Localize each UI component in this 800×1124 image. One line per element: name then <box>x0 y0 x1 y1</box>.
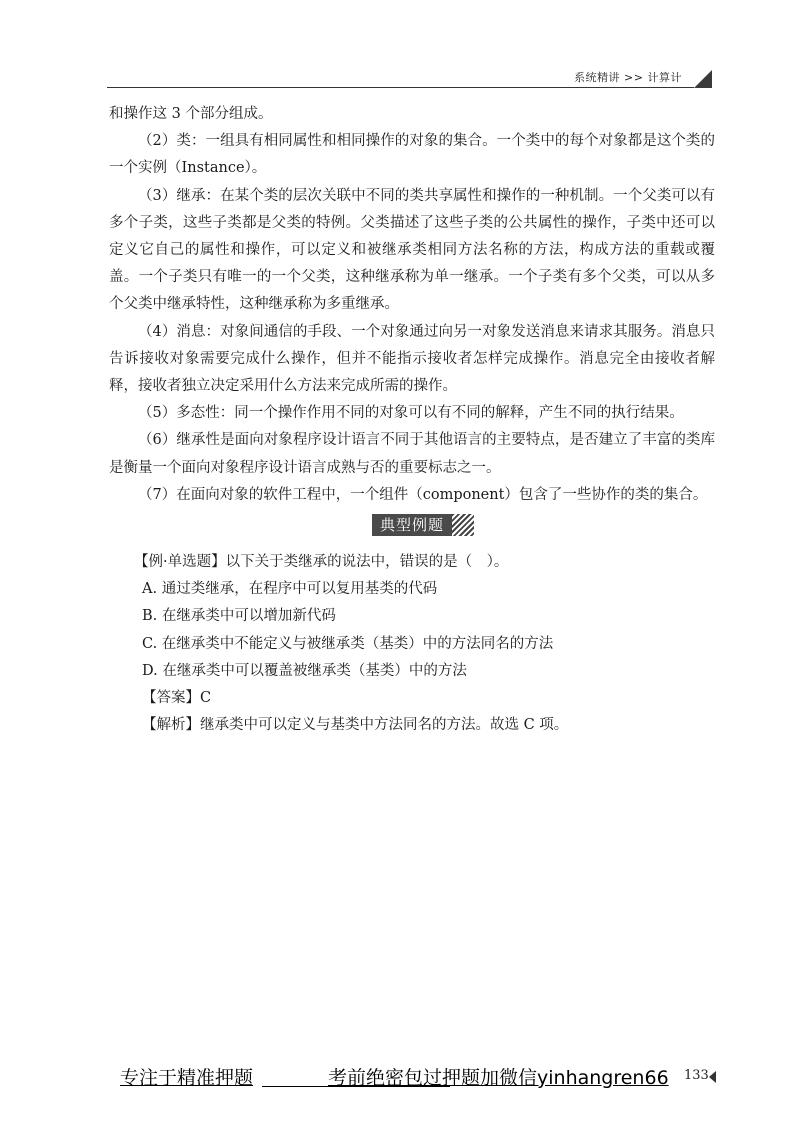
option-c: C. 在继承类中不能定义与被继承类（基类）中的方法同名的方法 <box>142 635 554 652</box>
page-body <box>109 101 715 739</box>
header-section-label: 系统精讲 >> 计算计 <box>574 71 682 84</box>
page-header <box>107 66 712 88</box>
option-d: D. 在继承类中可以覆盖被继承类（基类）中的方法 <box>142 662 467 679</box>
paragraph-continuation: 和操作这 3 个部分组成。 <box>109 106 273 122</box>
paragraph-class: （2）类：一组具有相同属性和相同操作的对象的集合。一个类中的每个对象都是这个类的一个实例（Instance）。 <box>109 133 715 177</box>
paragraph-component: （7）在面向对象的软件工程中，一个组件（component）包含了一些协作的类的集合。 <box>138 486 708 503</box>
paragraph-inheritance-feature: （6）继承性是面向对象程序设计语言不同于其他语言的主要特点，是否建立了丰富的类库是衡量一个面向对象程序设计语言成熟与否的重要标志之一。 <box>109 432 715 476</box>
page-number: 133 <box>684 1068 709 1083</box>
page-number-triangle-icon <box>709 1071 716 1083</box>
paragraph-inheritance: （3）继承：在某个类的层次关联中不同的类共享属性和操作的一种机制。一个父类可以有多个子类，这些子类都是父类的特例。父类描述了这些子类的公共属性的操作，子类中还可以定义它自己的属性和操作，可以定义和被继承类相同方法名称的方法，构成方法的重载或覆盖。一个子类只有唯一的一个父类，这种继承称为单一继承。一个子类有多个父类，可以从多个父类中继承特性，这种继承称为多重继承。 <box>109 187 715 313</box>
footer-slogan: 专注于精准押题 <box>120 1067 254 1089</box>
paragraph-message: （4）消息：对象间通信的手段、一个对象通过向另一对象发送消息来请求其服务。消息只告诉接收对象需要完成什么操作，但并不能指示接收者怎样完成操作。消息完全由接收者解释，接收者独立决定采用什么方法来完成所需的操作。 <box>109 323 715 395</box>
header-rule <box>107 87 694 88</box>
section-heading <box>109 513 715 539</box>
page-footer <box>120 1063 720 1093</box>
option-b: B. 在继承类中可以增加新代码 <box>142 608 336 625</box>
footer-promo: 考前绝密包过押题加微信yinhangren66 <box>328 1067 669 1089</box>
option-a: A. 通过类继承，在程序中可以复用基类的代码 <box>142 581 438 598</box>
section-title-typical-examples: 典型例题 <box>372 514 452 536</box>
analysis-line: 【解析】继承类中可以定义与基类中方法同名的方法。故选 C 项。 <box>142 717 569 734</box>
paragraph-polymorphism: （5）多态性：同一个操作作用不同的对象可以有不同的解释，产生不同的执行结果。 <box>138 405 684 422</box>
answer-line: 【答案】C <box>142 690 212 707</box>
header-corner-triangle <box>694 70 712 88</box>
question-stem: 【例·单选题】以下关于类继承的说法中，错误的是（ ）。 <box>134 554 509 571</box>
